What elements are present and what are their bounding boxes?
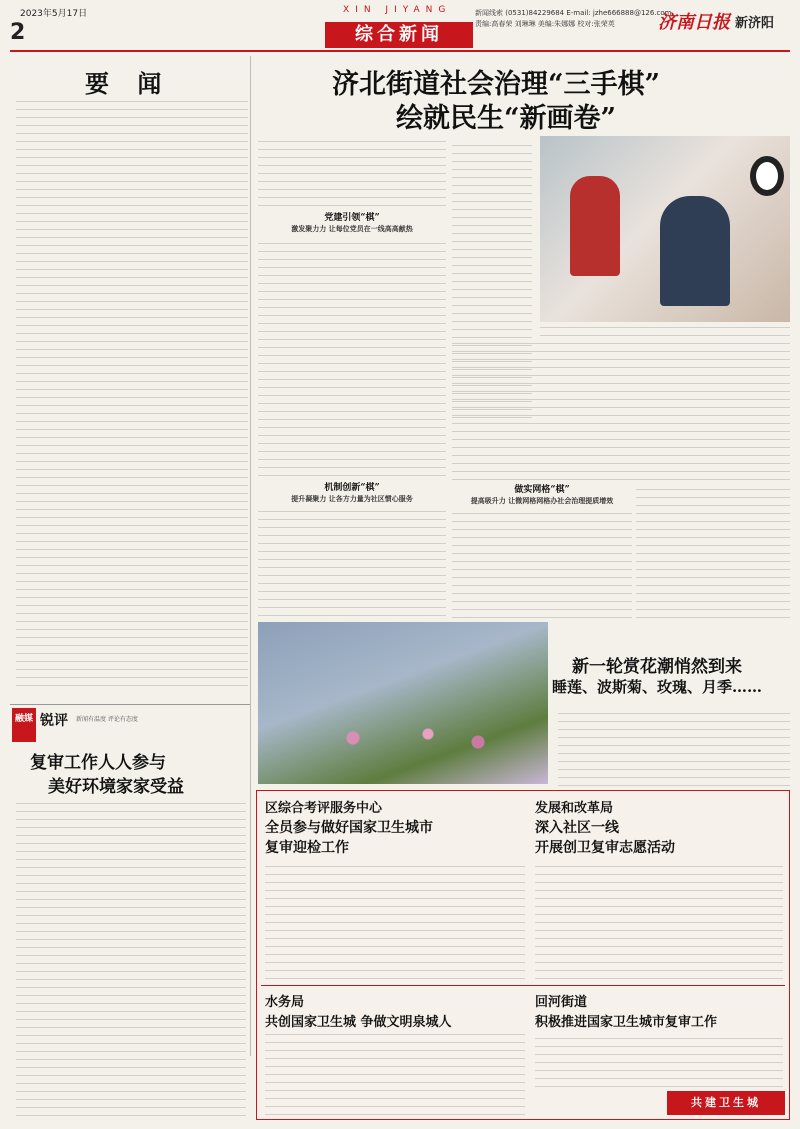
sub1-text (258, 236, 446, 476)
b-title-line1: 深入社区一线 (535, 820, 619, 836)
flower-photo (258, 622, 548, 784)
c-text (265, 1031, 525, 1115)
flower-bed (278, 718, 528, 758)
c-label: 水务局 (265, 995, 305, 1010)
c-title: 共创国家卫生城 争做文明泉城人 (265, 1015, 452, 1030)
sub3-text (452, 508, 632, 618)
issue-date: 2023年5月17日 (20, 9, 88, 19)
main-title-line2: 绘就民生“新画卷” (396, 103, 617, 134)
commentary-label: 锐评 (40, 713, 68, 729)
newspaper-logo-sub: 新济阳 (735, 16, 775, 31)
news-heading: 要 闻 (85, 69, 172, 98)
main-title-line1: 济北街道社会治理“三手棋” (332, 69, 661, 100)
sub3-subtitle: 提高吸升力 让微网格网格办社会治理提质增效 (470, 496, 614, 505)
a-title-line1: 全员参与做好国家卫生城市 (265, 820, 433, 836)
spring-title-line2: 睡莲、波斯菊、玫瑰、月季…… (552, 678, 763, 696)
bottom-feature-box (256, 790, 790, 1120)
main-intro-text (258, 138, 446, 206)
b-label: 发展和改革局 (535, 801, 614, 816)
photo-caption (540, 326, 790, 336)
panda-toy (750, 156, 784, 196)
corner-badge: 共建卫生城 (667, 1091, 785, 1115)
commentary-sub: 新闻有温度 评论有态度 (76, 716, 138, 723)
spring-text (558, 706, 790, 786)
section-pinyin: XIN JIYANG (343, 5, 452, 15)
sub2-subtitle: 提升凝聚力 让各方力量为社区惯心服务 (291, 494, 413, 503)
column-divider (250, 56, 251, 1056)
a-text (265, 859, 525, 979)
b-text (535, 859, 783, 979)
spring-title-line1: 新一轮赏花潮悄然到来 (572, 657, 742, 677)
newspaper-logo: 济南日报 (658, 12, 730, 33)
sub3-title: 做实网格“棋” (514, 485, 570, 495)
main-photo (540, 136, 790, 322)
news-briefs-text (16, 96, 248, 686)
volunteer-figure (570, 176, 620, 276)
sub1-subtitle: 激发聚力力 让每位党员在一线高高献热 (291, 224, 413, 233)
main-col2-text-b (452, 340, 790, 480)
d-label: 回河街道 (535, 995, 588, 1010)
a-title-line2: 复审迎检工作 (265, 840, 349, 856)
a-label: 区综合考评服务中心 (265, 801, 383, 816)
sub2-text (258, 506, 446, 616)
sub2-title: 机制创新“棋” (324, 483, 380, 493)
commentary-tag: 融媒 (12, 708, 36, 742)
section-banner: 综合新闻 (325, 22, 473, 48)
header-rule (10, 50, 790, 52)
editors: 责编:高春荣 刘琳琳 美编:朱娜娜 校对:张荣英 (475, 20, 615, 28)
page-number: 2 (10, 20, 26, 45)
resident-figure (660, 196, 730, 306)
hotline: 新闻线索 (0531)84229684 E-mail: jzhe666888@126.com (475, 9, 672, 17)
d-text (535, 1031, 783, 1087)
b-title-line2: 开展创卫复审志愿活动 (535, 840, 675, 856)
left-rule (10, 704, 250, 705)
commentary-title-line1: 复审工作人人参与 (30, 753, 166, 773)
sub1-title: 党建引领“棋” (324, 213, 380, 223)
main-col4-text (636, 482, 790, 618)
commentary-title-line2: 美好环境家家受益 (48, 777, 184, 797)
d-title: 积极推进国家卫生城市复审工作 (535, 1015, 718, 1030)
header-info (475, 8, 672, 30)
box-divider (261, 985, 785, 986)
commentary-text (16, 800, 246, 1116)
